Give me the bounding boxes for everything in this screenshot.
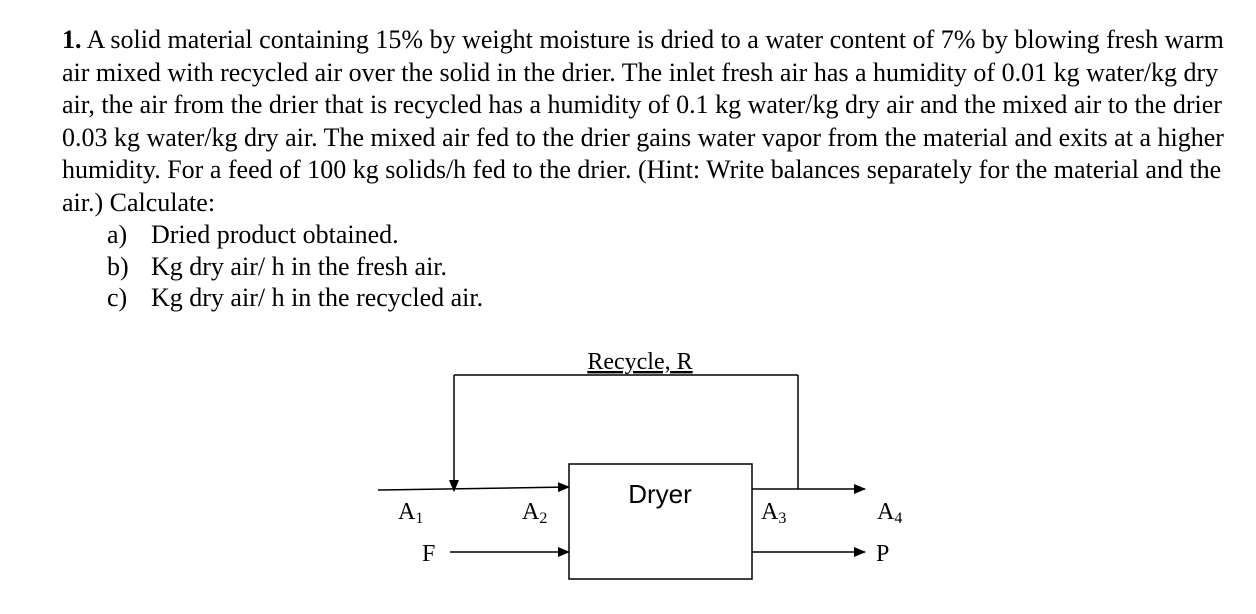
question-text: Kg dry air/ h in the fresh air.: [151, 251, 448, 281]
stream-label-a1: A1: [398, 499, 424, 527]
stream-label-a3: A3: [761, 499, 787, 527]
recycle-label: Recycle, R: [587, 349, 693, 375]
question-letter: b): [107, 251, 129, 281]
stream-label-a4: A4: [877, 499, 903, 527]
stream-label-feed: F: [422, 541, 436, 567]
question-letter: a): [107, 220, 128, 249]
dryer-label: Dryer: [628, 479, 692, 509]
stream-label-a2: A2: [522, 499, 548, 527]
question-text: Kg dry air/ h in the recycled air.: [151, 283, 484, 312]
problem-number: 1.: [62, 25, 82, 54]
problem-text: A solid material containing 15% by weight moisture is dried to a water content of 7% by blowing fresh warm air mixed with recycled air over the solid in the drier. The inlet fresh air has a humidity of 0.01 kg water/kg dry air, the air from the drier that is recycled has a humidity of 0.1 kg water/kg dry air and the mixed air to the drier 0.03 kg water/kg dry air. The mixed air fed to the drier gains water vapor from the material and exits at a higher humidity. For a feed of 100 kg solids/h fed to the drier. (Hint: Write balances separately for the material and the air.) Calculate:: [62, 25, 1224, 217]
question-letter: c): [107, 283, 128, 312]
air-inlet-arrow: [378, 487, 569, 490]
question-text: Dried product obtained.: [151, 220, 399, 249]
stream-label-product: P: [876, 541, 890, 567]
